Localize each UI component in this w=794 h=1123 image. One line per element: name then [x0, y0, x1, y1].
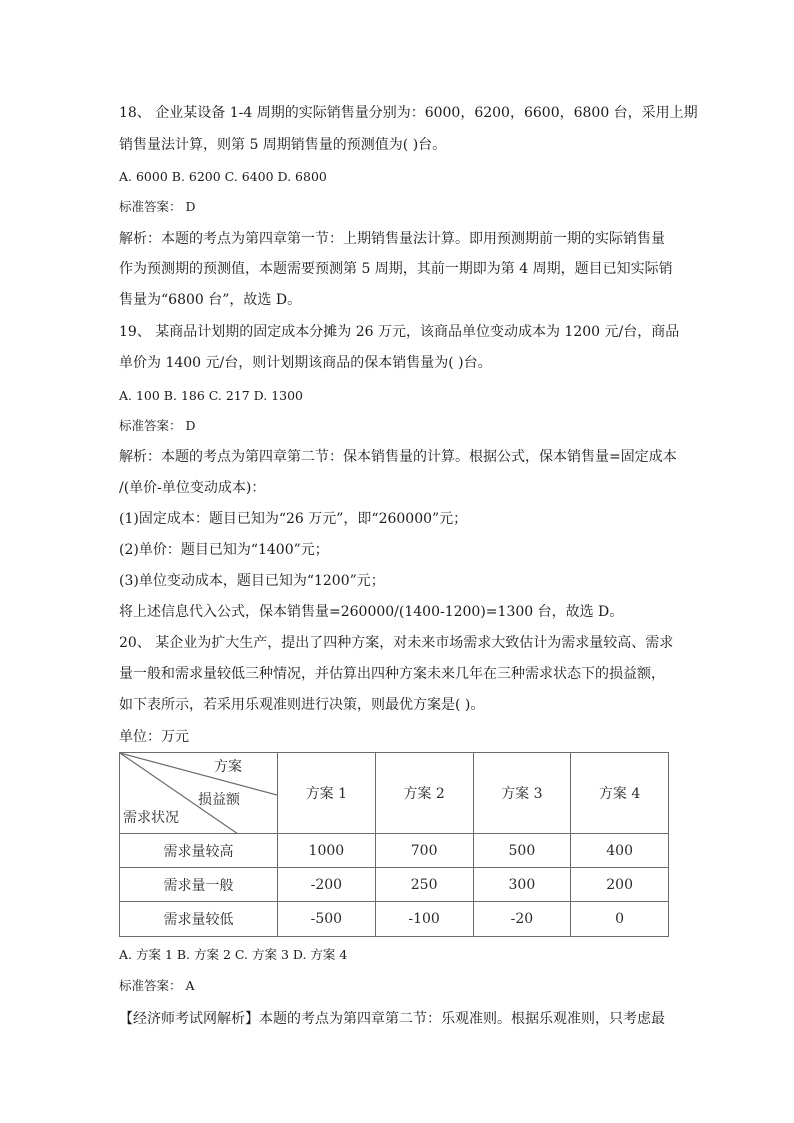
header-plan-1: 方案 1 [278, 753, 376, 834]
table-header-row [120, 753, 669, 834]
table-cell: 200 [571, 868, 669, 902]
table-cell: 300 [473, 868, 571, 902]
header-plan-2: 方案 2 [375, 753, 473, 834]
table-cell: 400 [571, 834, 669, 868]
table-cell: 700 [375, 834, 473, 868]
q19-answer: 标准答案： D [119, 418, 196, 433]
header-plan-3: 方案 3 [473, 753, 571, 834]
q18-answer: 标准答案： D [119, 199, 196, 214]
corner-label-payoff: 损益额 [198, 792, 240, 808]
table-cell: 0 [571, 902, 669, 937]
q20-stem-line-2: 量一般和需求量较低三种情况，并估算出四种方案未来几年在三种需求状态下的损益额， [119, 666, 665, 682]
q18-explanation-line-3: 售量为“6800 台”，故选 D。 [119, 292, 302, 308]
row-label: 需求量一般 [120, 868, 278, 902]
table-cell: -500 [278, 902, 376, 937]
q19-explanation-line-3: (1)固定成本：题目已知为“26 万元”，即“260000”元； [119, 511, 468, 527]
table-cell: -100 [375, 902, 473, 937]
table-corner-cell [120, 753, 278, 834]
row-label: 需求量较低 [120, 902, 278, 937]
payoff-table-container [119, 752, 669, 936]
q19-explanation-line-4: (2)单价：题目已知为“1400”元； [119, 542, 329, 558]
q18-explanation-line-1: 解析：本题的考点为第四章第一节：上期销售量法计算。即用预测期前一期的实际销售量 [119, 231, 665, 247]
table-row [120, 868, 669, 902]
table-row [120, 902, 669, 937]
q20-unit-label: 单位：万元 [119, 729, 189, 745]
q18-stem-line-1: 18、 企业某设备 1-4 周期的实际销售量分别为：6000，6200，6600，6800 台，采用上期 [119, 105, 698, 121]
q20-stem-line-1: 20、 某企业为扩大生产，提出了四种方案，对未来市场需求大致估计为需求量较高、需求 [119, 635, 674, 651]
q19-explanation-line-1: 解析：本题的考点为第四章第二节：保本销售量的计算。根据公式，保本销售量=固定成本 [119, 449, 677, 465]
q18-options: A. 6000 B. 6200 C. 6400 D. 6800 [119, 169, 327, 184]
q18-stem-line-2: 销售量法计算，则第 5 周期销售量的预测值为( )台。 [119, 137, 447, 153]
q20-options: A. 方案 1 B. 方案 2 C. 方案 3 D. 方案 4 [119, 947, 348, 962]
table-cell: -200 [278, 868, 376, 902]
table-cell: 500 [473, 834, 571, 868]
q20-explanation-line-1: 【经济师考试网解析】本题的考点为第四章第二节：乐观准则。根据乐观准则，只考虑最 [119, 1011, 665, 1027]
row-label: 需求量较高 [120, 834, 278, 868]
table-cell: 1000 [278, 834, 376, 868]
header-plan-4: 方案 4 [571, 753, 669, 834]
q20-stem-line-3: 如下表所示，若采用乐观准则进行决策，则最优方案是( )。 [119, 697, 485, 713]
q19-stem-line-2: 单价为 1400 元/台，则计划期该商品的保本销售量为( )台。 [119, 355, 492, 371]
table-row [120, 834, 669, 868]
q20-answer: 标准答案： A [119, 978, 195, 993]
q19-stem-line-1: 19、 某商品计划期的固定成本分摊为 26 万元，该商品单位变动成本为 1200 元/台，商品 [119, 324, 680, 340]
corner-label-plan: 方案 [214, 759, 242, 775]
payoff-table [119, 752, 669, 937]
q19-explanation-line-5: (3)单位变动成本，题目已知为“1200”元； [119, 573, 385, 589]
q18-explanation-line-2: 作为预测期的预测值，本题需要预测第 5 周期，其前一期即为第 4 周期，题目已知实际销 [119, 261, 673, 277]
q19-explanation-line-2: /(单价-单位变动成本)： [119, 480, 266, 496]
corner-label-demand: 需求状况 [123, 810, 179, 826]
q19-options: A. 100 B. 186 C. 217 D. 1300 [119, 388, 304, 403]
table-cell: -20 [473, 902, 571, 937]
q19-explanation-line-6: 将上述信息代入公式，保本销售量=260000/(1400-1200)=1300 台，故选 D。 [119, 604, 624, 620]
table-cell: 250 [375, 868, 473, 902]
